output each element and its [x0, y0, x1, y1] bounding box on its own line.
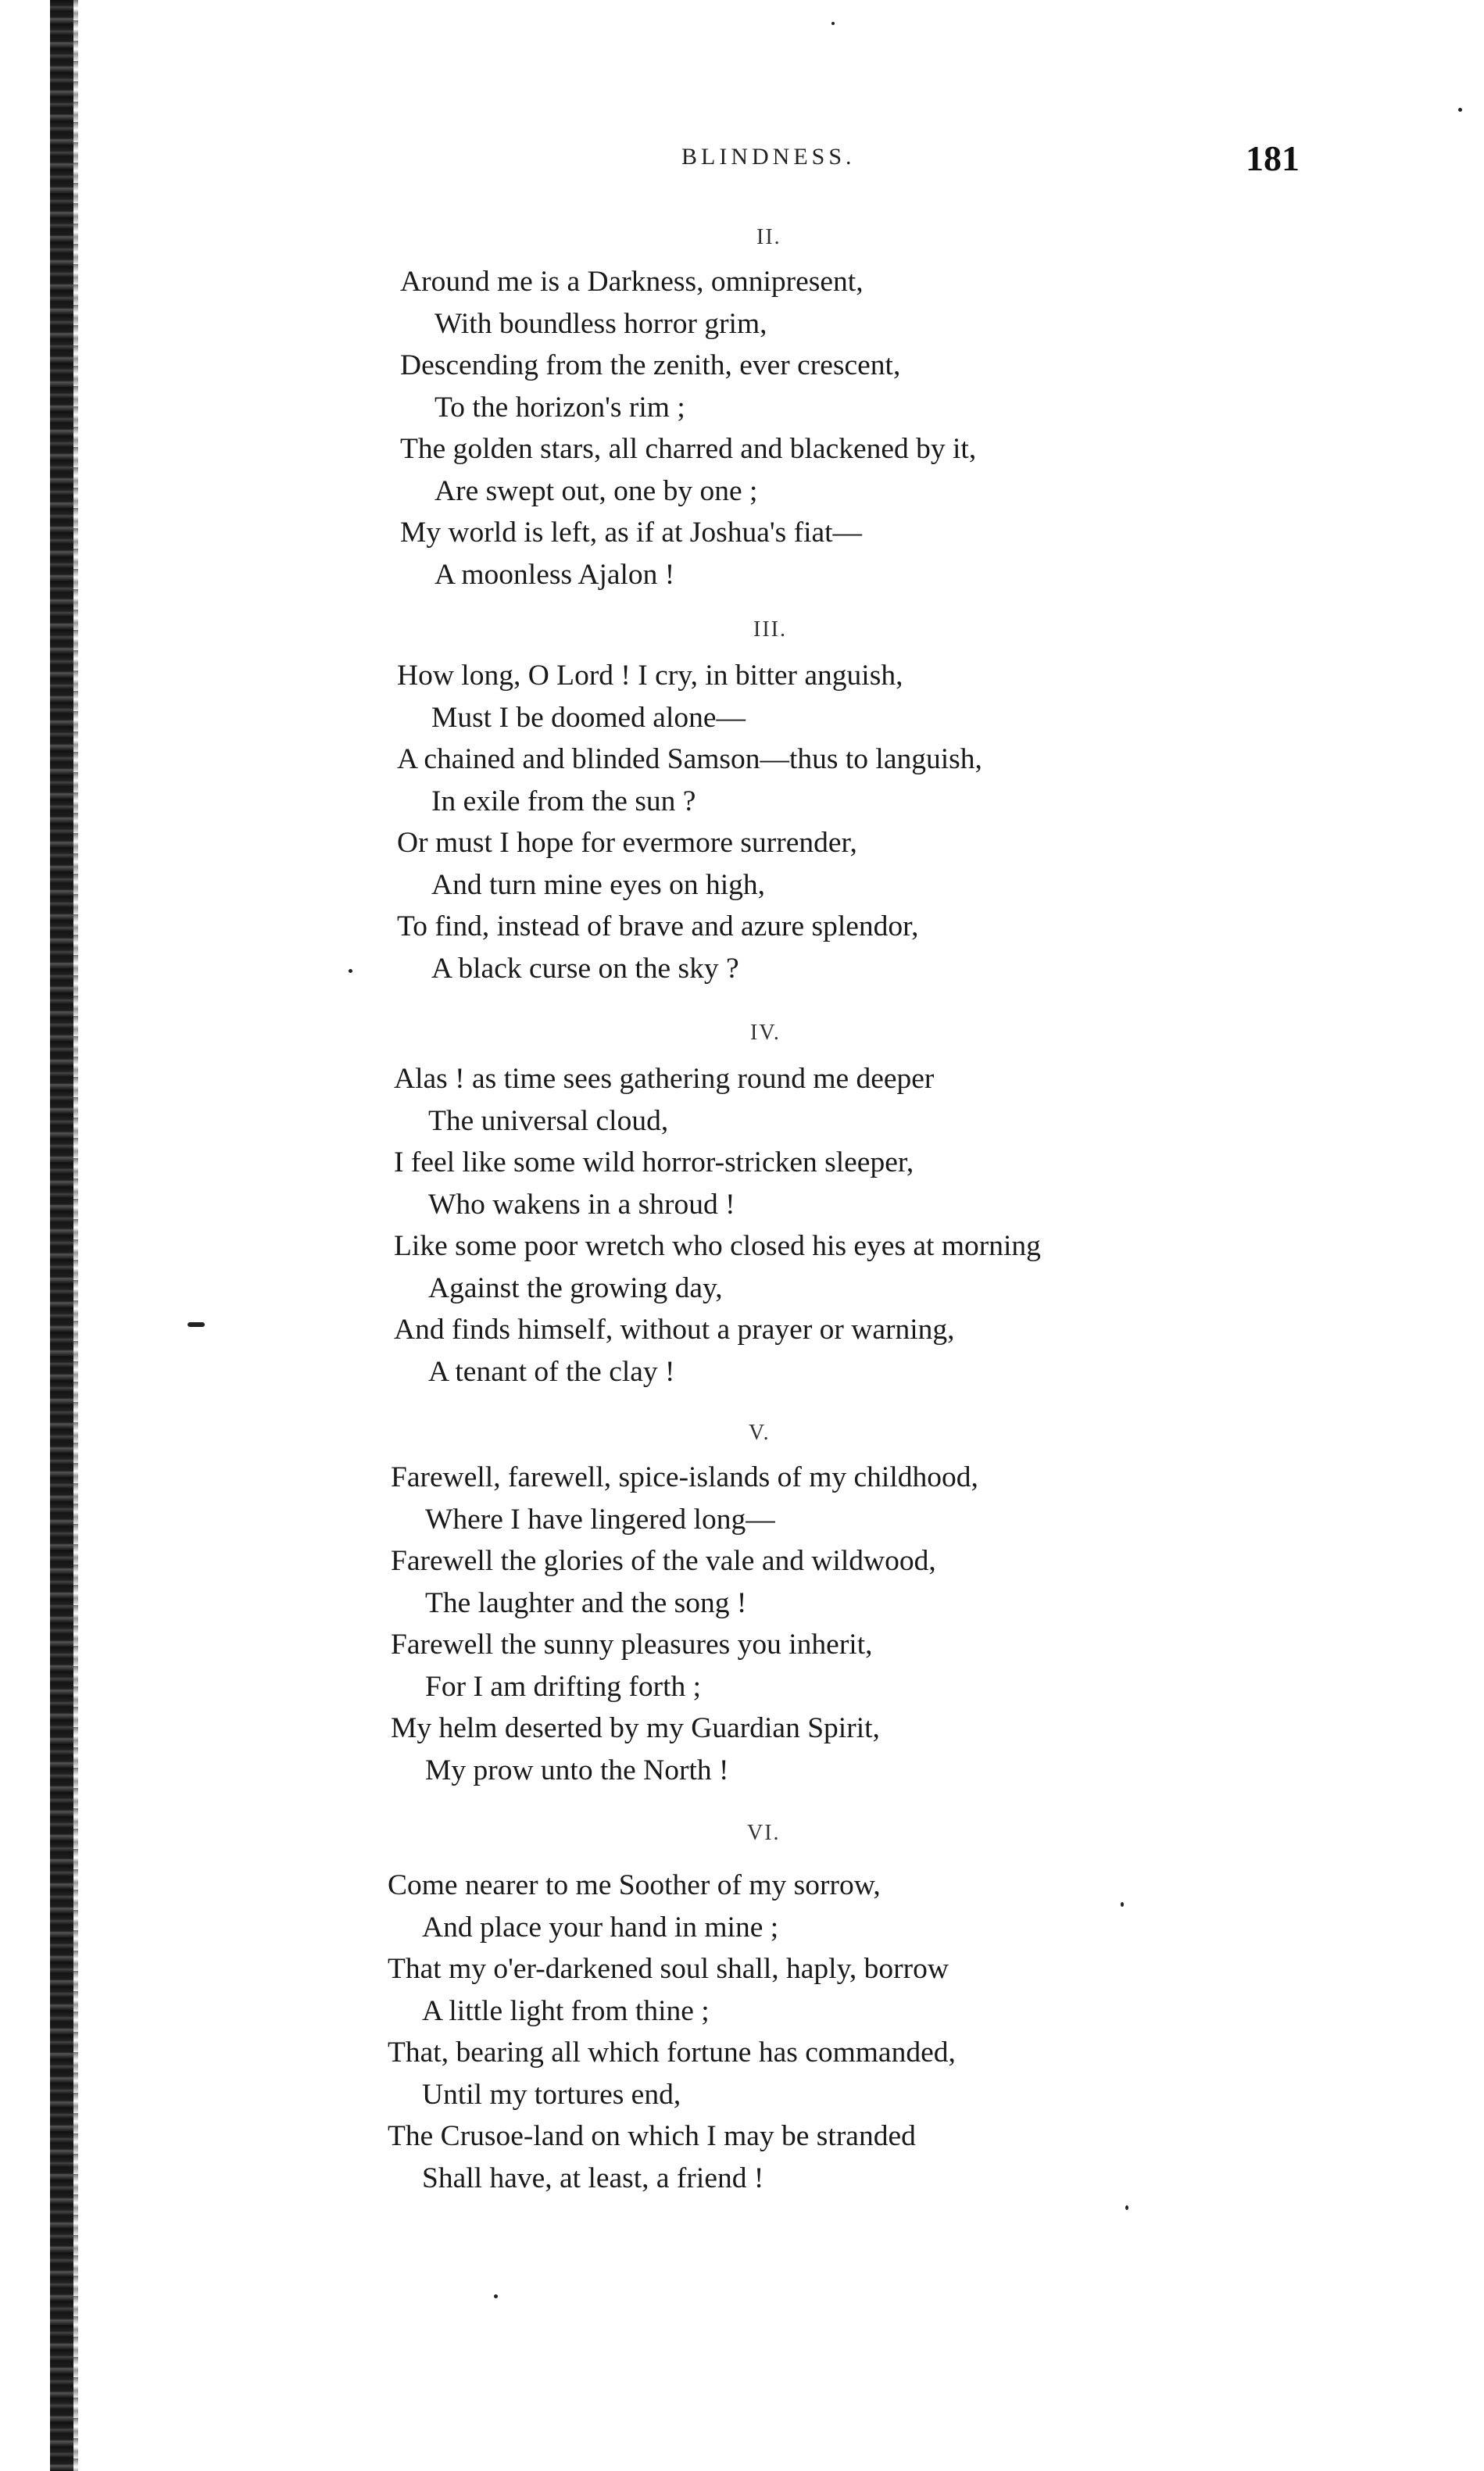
- poem-line: In exile from the sun ?: [431, 785, 696, 817]
- poem-line: A black curse on the sky ?: [431, 952, 739, 985]
- poem-line: A little light from thine ;: [422, 1994, 710, 2027]
- poem-line: And turn mine eyes on high,: [431, 868, 766, 901]
- poem-line: My helm deserted by my Guardian Spirit,: [391, 1712, 880, 1744]
- stanza: [388, 1865, 956, 2199]
- poem-line: A chained and blinded Samson—thus to languish,: [397, 743, 982, 775]
- poem-line: Shall have, at least, a friend !: [422, 2162, 764, 2194]
- poem-line: To find, instead of brave and azure splendor,: [397, 910, 919, 942]
- stanza: [391, 1457, 978, 1791]
- scan-speck: [1125, 2205, 1128, 2210]
- scan-speck: [494, 2294, 498, 2298]
- poem-line: For I am drifting forth ;: [425, 1670, 702, 1703]
- poem-line: How long, O Lord ! I cry, in bitter anguish,: [397, 660, 903, 692]
- poem-line: Like some poor wretch who closed his eyes at morning: [394, 1230, 1041, 1262]
- scan-speck: [349, 969, 352, 973]
- stanza: [397, 655, 982, 989]
- stanza-numeral: VI.: [747, 1821, 781, 1845]
- poem-line: Or must I hope for evermore surrender,: [397, 827, 857, 859]
- poem-line: The Crusoe-land on which I may be stranded: [388, 2120, 916, 2152]
- poem-line: Who wakens in a shroud !: [428, 1188, 735, 1221]
- stanza-numeral: IV.: [750, 1021, 781, 1045]
- poem-line: Alas ! as time sees gathering round me deeper: [394, 1063, 935, 1095]
- poem-line: With boundless horror grim,: [434, 307, 767, 340]
- poem-line: Around me is a Darkness, omnipresent,: [400, 266, 864, 298]
- poem-line: The golden stars, all charred and blackened by it,: [400, 433, 977, 465]
- poem-line: To the horizon's rim ;: [434, 391, 685, 424]
- poem-line: My prow unto the North !: [425, 1754, 729, 1786]
- scan-speck: [1458, 108, 1462, 112]
- page-number: 181: [1246, 138, 1300, 178]
- stanza: [400, 261, 976, 595]
- poem-line: That my o'er-darkened soul shall, haply, borrow: [388, 1953, 949, 1985]
- stanza-numeral: III.: [753, 617, 787, 642]
- stanza: [394, 1058, 1041, 1393]
- scan-speck: [1121, 1902, 1124, 1907]
- poem-line: A moonless Ajalon !: [434, 558, 675, 591]
- poem-line: Farewell the glories of the vale and wildwood,: [391, 1545, 936, 1577]
- poem-line: Farewell, farewell, spice-islands of my childhood,: [391, 1461, 978, 1493]
- poem-line: Until my tortures end,: [422, 2078, 681, 2111]
- poem-line: Against the growing day,: [428, 1271, 723, 1304]
- poem-line: The universal cloud,: [428, 1104, 669, 1137]
- poem-line: And place your hand in mine ;: [422, 1911, 779, 1944]
- poem-line: Come nearer to me Soother of my sorrow,: [388, 1869, 881, 1901]
- scan-speck: [188, 1322, 205, 1327]
- poem-line: Must I be doomed alone—: [431, 701, 746, 734]
- poem-line: Where I have lingered long—: [425, 1503, 775, 1536]
- stanza-numeral: V.: [749, 1421, 771, 1445]
- poem-line: Farewell the sunny pleasures you inherit,: [391, 1629, 873, 1661]
- poem-line: My world is left, as if at Joshua's fiat—: [400, 517, 863, 549]
- poem-line: And finds himself, without a prayer or warning,: [394, 1314, 955, 1346]
- poem-line: Are swept out, one by one ;: [434, 474, 758, 507]
- poem-line: Descending from the zenith, ever crescent,: [400, 349, 901, 381]
- poem-line: That, bearing all which fortune has commanded,: [388, 2037, 956, 2069]
- poem-line: The laughter and the song !: [425, 1586, 747, 1619]
- poem-line: A tenant of the clay !: [428, 1355, 675, 1388]
- poem-line: I feel like some wild horror-stricken sleeper,: [394, 1146, 914, 1178]
- stanza-numeral: II.: [756, 225, 781, 249]
- running-title: BLINDNESS.: [681, 144, 856, 170]
- scan-speck: [831, 22, 835, 25]
